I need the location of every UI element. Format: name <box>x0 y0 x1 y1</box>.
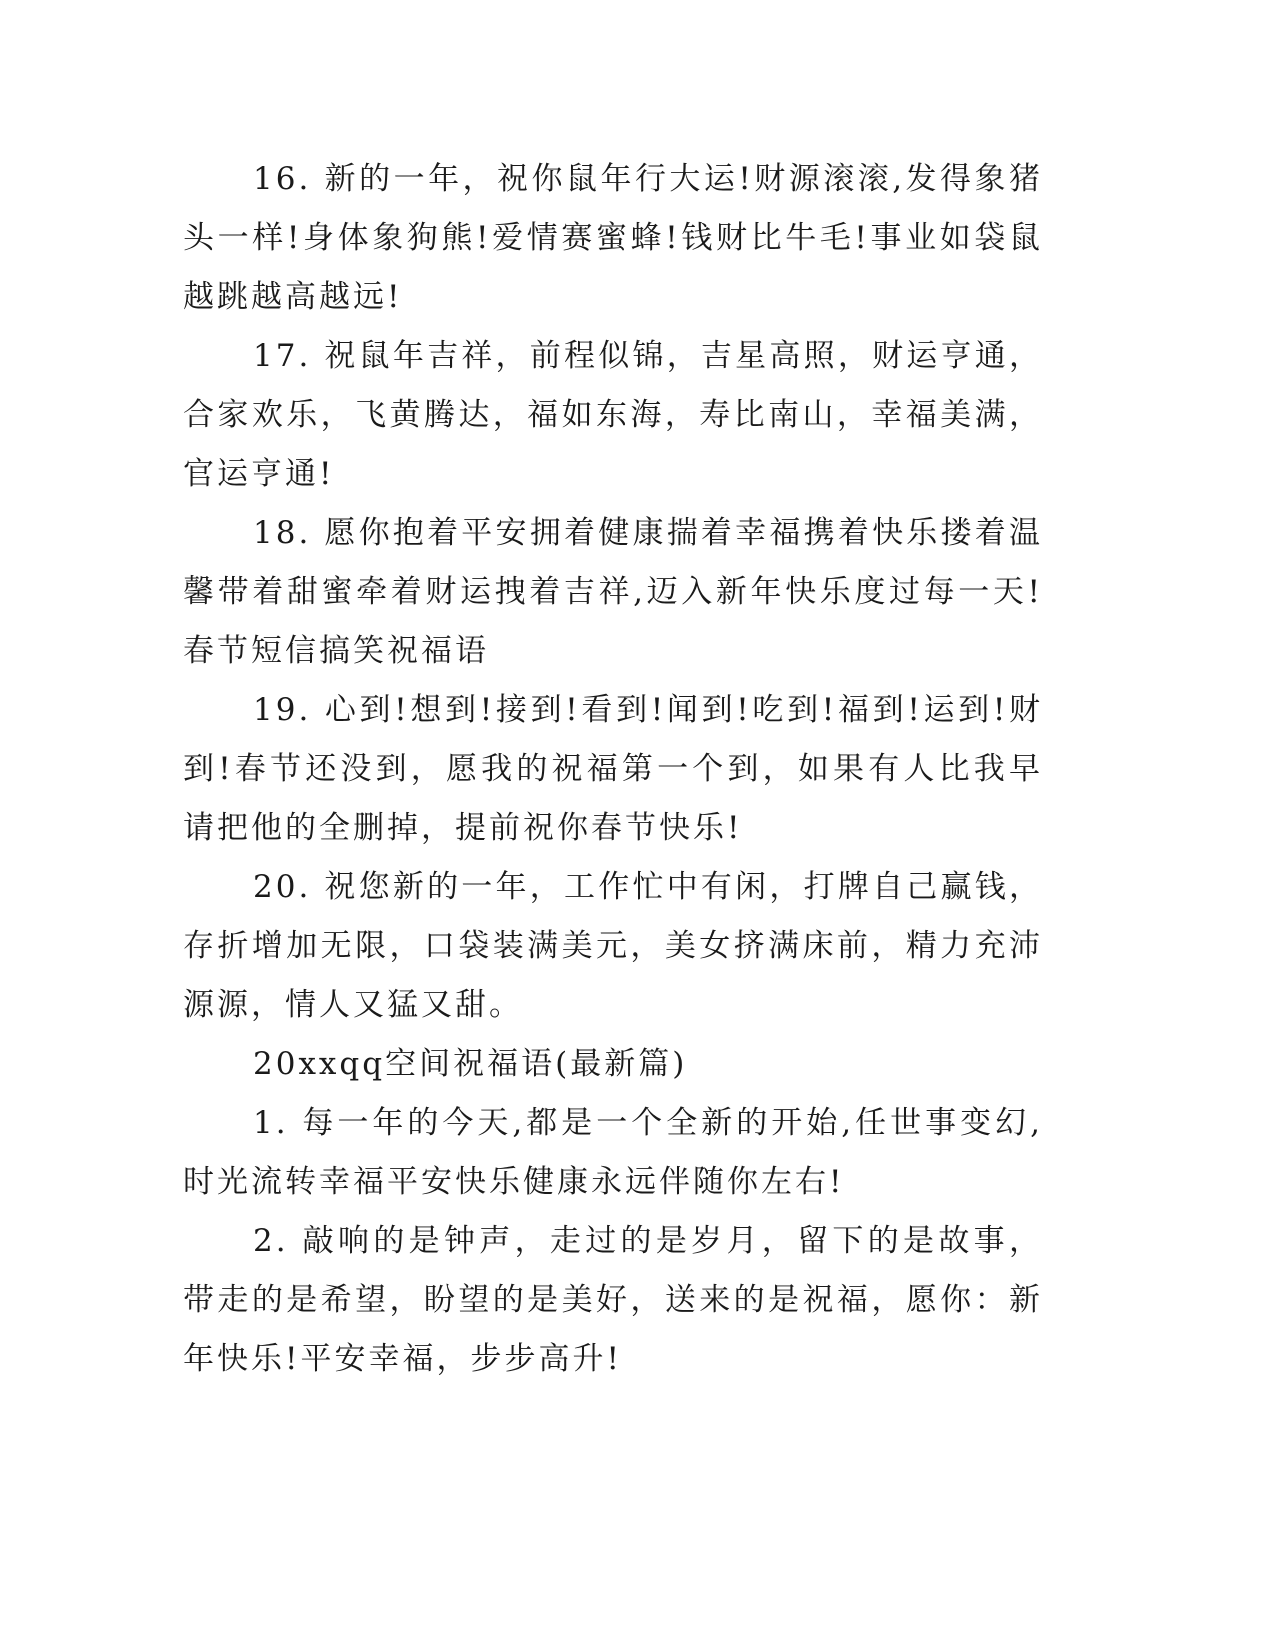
section-paragraph-1: 1. 每一年的今天,都是一个全新的开始,任世事变幻,时光流转幸福平安快乐健康永远伴随你左右! <box>183 1105 1043 1200</box>
wish-paragraph-18: 18. 愿你抱着平安拥着健康揣着幸福携着快乐搂着温馨带着甜蜜牵着财运拽着吉祥,迈入新年快乐度过每一天!春节短信搞笑祝福语 <box>183 515 1043 669</box>
wish-paragraph-17: 17. 祝鼠年吉祥，前程似锦，吉星高照，财运亨通，合家欢乐，飞黄腾达，福如东海，寿比南山，幸福美满，官运亨通! <box>183 338 1043 492</box>
wish-paragraph-20: 20. 祝您新的一年，工作忙中有闲，打牌自己赢钱，存折增加无限，口袋装满美元，美女挤满床前，精力充沛源源，情人又猛又甜。 <box>183 869 1043 1023</box>
section-paragraph-2: 2. 敲响的是钟声，走过的是岁月，留下的是故事，带走的是希望，盼望的是美好，送来的是祝福，愿你：新年快乐!平安幸福，步步高升! <box>183 1223 1043 1377</box>
wish-paragraph-19: 19. 心到!想到!接到!看到!闻到!吃到!福到!运到!财到!春节还没到，愿我的祝福第一个到，如果有人比我早请把他的全删掉，提前祝你春节快乐! <box>183 692 1043 846</box>
wish-paragraph-16: 16. 新的一年，祝你鼠年行大运!财源滚滚,发得象猪头一样!身体象狗熊!爱情赛蜜蜂!钱财比牛毛!事业如袋鼠越跳越高越远! <box>183 161 1043 315</box>
section-title: 20xxqq空间祝福语(最新篇) <box>253 1046 688 1082</box>
document-body <box>183 150 1043 1389</box>
